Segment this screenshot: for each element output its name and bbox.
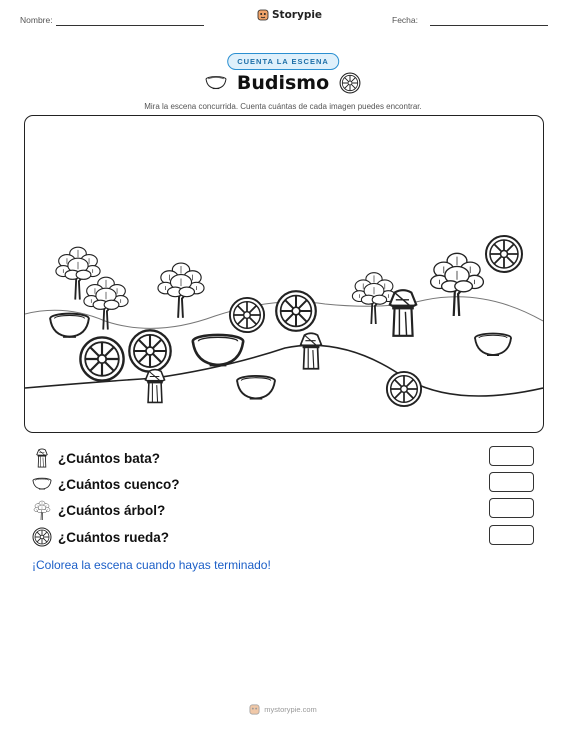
footer <box>0 704 566 715</box>
storypie-logo-icon <box>249 704 260 715</box>
answer-box-robe[interactable] <box>489 446 534 466</box>
question-text: ¿Cuántos bata? <box>58 450 161 466</box>
question-tree <box>32 500 542 520</box>
name-field[interactable] <box>56 25 204 26</box>
page-subtitle: Mira la escena concurrida. Cuenta cuántas de cada imagen puedes encontrar. <box>144 102 422 111</box>
date-field[interactable] <box>430 25 548 26</box>
robe-2 <box>301 333 322 368</box>
tree-4 <box>352 273 395 324</box>
brand-logo <box>257 9 322 21</box>
robe-3 <box>145 370 164 403</box>
question-wheel <box>32 527 542 547</box>
tree-5 <box>431 253 484 316</box>
wheel-icon <box>32 527 52 547</box>
wheel-6 <box>387 372 421 406</box>
question-text: ¿Cuántos árbol? <box>58 502 166 518</box>
tree-3 <box>158 263 204 318</box>
wheel-5 <box>129 330 170 371</box>
question-bowl <box>32 474 542 494</box>
footer-url[interactable]: mystorypie.com <box>264 705 317 714</box>
question-text: ¿Cuántos cuenco? <box>58 476 180 492</box>
bowl-2 <box>193 335 243 365</box>
question-robe <box>32 448 542 468</box>
bowl-icon <box>205 75 227 91</box>
wheel-2 <box>230 298 264 332</box>
coloring-instruction: ¡Colorea la escena cuando hayas terminado! <box>32 558 271 572</box>
page-title: Budismo <box>236 72 330 94</box>
date-label: Fecha: <box>392 15 418 25</box>
robe-1 <box>390 290 416 336</box>
scene-panel <box>24 115 544 433</box>
section-badge: CUENTA LA ESCENA <box>227 53 339 70</box>
tree-icon <box>32 500 52 520</box>
brand-name: Storypie <box>272 9 323 21</box>
storypie-logo-icon <box>257 9 269 21</box>
name-label: Nombre: <box>20 15 53 25</box>
question-text: ¿Cuántos rueda? <box>58 529 170 545</box>
bowl-4 <box>237 376 275 399</box>
answer-box-tree[interactable] <box>489 498 534 518</box>
wheel-4 <box>80 337 123 380</box>
bowl-3 <box>475 334 511 356</box>
bowl-1 <box>50 314 89 337</box>
wheel-icon <box>339 72 361 94</box>
scene-illustration <box>25 116 543 432</box>
answer-box-wheel[interactable] <box>489 525 534 545</box>
bowl-icon <box>32 474 52 494</box>
wheel-3 <box>276 291 316 331</box>
wheel-1 <box>486 236 522 272</box>
robe-icon <box>32 448 52 468</box>
title-row <box>0 72 566 94</box>
answer-box-bowl[interactable] <box>489 472 534 492</box>
